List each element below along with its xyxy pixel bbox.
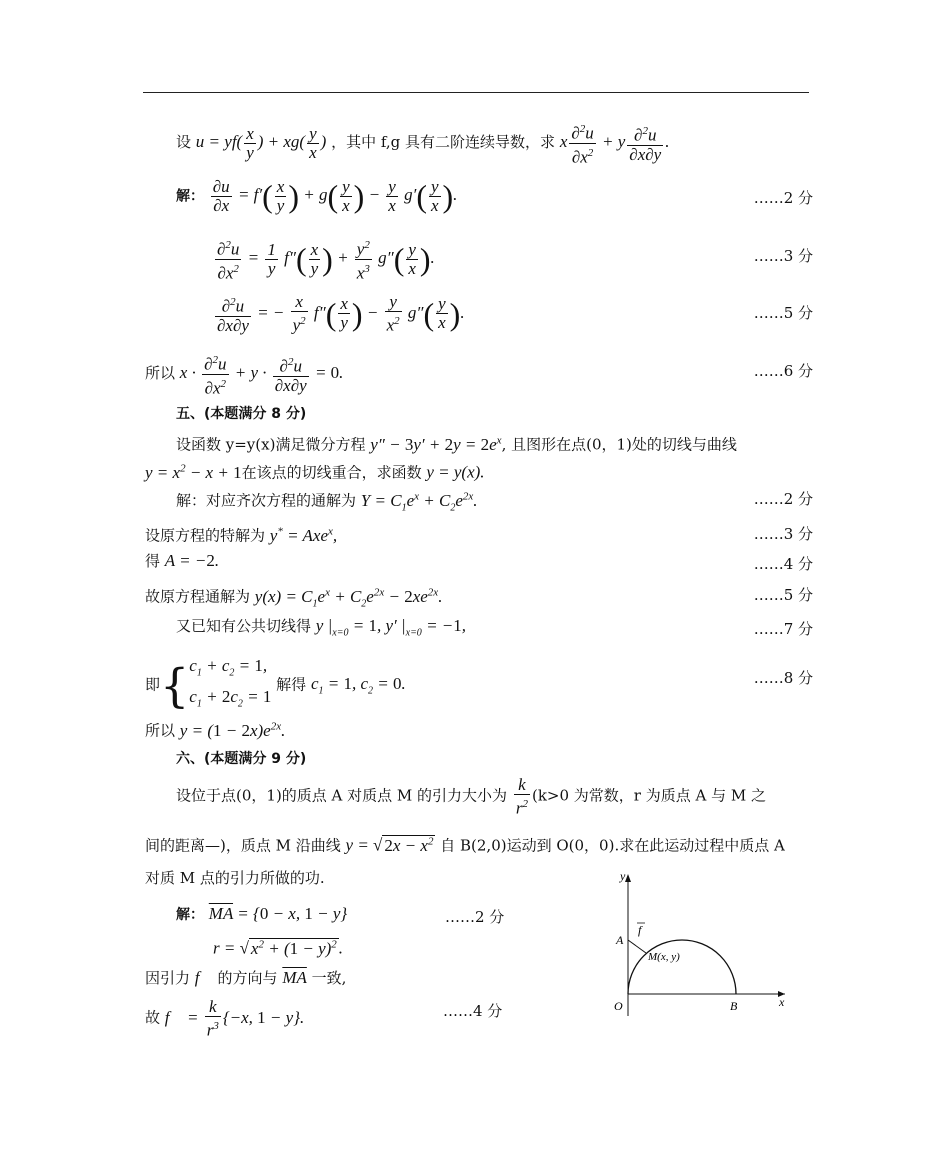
score-label: ……7 分 (753, 620, 813, 638)
p5-statement-line2: $y = x^2 - x + 1$在该点的切线重合，求函数 y = y(x). (145, 462, 485, 482)
point-a-label: A (616, 933, 624, 947)
p5-statement-line1: 设函数 y=y(x)满足微分方程 $y'' - 3y' + 2y = 2e^x$, 且图形在点(0，1)处的切线与曲线 (176, 434, 737, 454)
origin-label: O (614, 999, 623, 1013)
p5-step-system: 即{$c_1 + c_2 = 1$, $c_1 + 2c_2 = 1$ 解得 $c_1 = 1$, $c_2 = 0$. (145, 656, 406, 713)
p5-step-particular: 设原方程的特解为 y* = Axe$^x$, (145, 525, 338, 545)
p6-step-vector-ma: 解： $\overline{MA} = \{0 - x$, 1 − y} (176, 904, 348, 923)
point-m-label: M(x, y) (648, 951, 680, 963)
p6-step-force: 故 f⃗ = $\frac{k}{r^3}$ {−x, 1 − y}. (145, 997, 305, 1040)
p6-step-distance: r = √ $x^2 + (1 - y)^2$ . (213, 938, 344, 958)
p4-target-expression: x $\frac{\partial^2u}{\partial x^2}$ + y $\frac{\partial^2u}{\partial x\partial y}$ . (560, 132, 670, 151)
p4-step-du-dx: 解： $\frac{\partial u}{\partial x}$ = f′( $\frac{x}{y}$ ) + g( $\frac{y}{x}$ ) − $\frac{y}{x}$ g′( $\frac{y}{x}$ ). (176, 177, 458, 215)
score-label: ……2 分 (753, 189, 813, 207)
score-label: ……2 分 (753, 490, 813, 508)
p4-u-definition: u = yf( $\frac{x}{y}$ ) + xg( $\frac{y}{x}$ ) (195, 123, 327, 162)
y-axis-label: y (620, 869, 626, 883)
p6-statement-line1: 设位于点(0，1)的质点 A 对质点 M 的引力大小为 $\frac{k}{r^2}$ (k>0 为常数，r 为质点 A 与 M 之 (176, 775, 766, 818)
force-label: f (638, 923, 642, 937)
score-label: ……3 分 (753, 247, 813, 265)
p5-step-general-solution: 故原方程通解为 $y(x) = C_1e^x + C_2e^{2x} - 2xe^{2x}$. (145, 586, 443, 610)
score-label: ……3 分 (753, 525, 813, 543)
p4-statement: 设 u = yf( $\frac{x}{y}$ ) + xg( $\frac{y}{x}$ ) ，其中 f,g 具有二阶连续导数，求 x $\frac{\partial^2u}{\partial x^2}$ + y $\frac{\partial^2u}{\partial x\partial y}$ . (176, 120, 669, 166)
score-label: ……4 分 (753, 555, 813, 573)
y-axis-arrow-icon (625, 874, 631, 882)
p5-conclusion: 所以 $y = (1 - 2x)e^{2x}$. (145, 720, 286, 740)
p6-statement-line3: 对质 M 点的引力所做的功. (145, 869, 325, 887)
p4-step-d2u-dxdy: $\frac{\partial^2u}{\partial x\partial y}$ = − $\frac{x}{y^2}$ f″( $\frac{x}{y}$ ) − $\frac{y}{x^2}$ g″( $\frac{y}{x}$ ). (217, 292, 465, 335)
p5-title: 五、(本题满分 8 分) (176, 406, 307, 422)
force-vector (628, 940, 646, 953)
score-label: ……5 分 (753, 304, 813, 322)
semicircle-curve (628, 940, 736, 994)
header-rule (143, 92, 809, 93)
score-label: ……5 分 (753, 586, 813, 604)
p5-step-initial-conditions: 又已知有公共切线得 y $|_{x=0} = 1$, y′ $|_{x=0} = -1$, (176, 616, 467, 639)
force-diagram (600, 866, 800, 1026)
score-label: ……2 分 (445, 908, 505, 926)
x-axis-label: x (779, 995, 785, 1009)
p4-step-d2u-dx2: $\frac{\partial^2u}{\partial x^2}$ = $\frac{1}{y}$ f″( $\frac{x}{y}$ ) + $\frac{y^2}{x^3}$ g″( $\frac{y}{x}$ ). (213, 236, 435, 282)
p6-title: 六、(本题满分 9 分) (176, 751, 307, 767)
score-label: ……6 分 (753, 362, 813, 380)
p5-step-coefficient: 得 A = −2. (145, 551, 220, 570)
p4-conclusion: 所以 x · $\frac{\partial^2u}{\partial x^2}$ + y · $\frac{\partial^2u}{\partial x\partial y}$ = 0. (145, 351, 343, 397)
p6-statement-line2: 间的距离—)，质点 M 沿曲线 y = √ $2x - x^2$ 自 B(2,0)运动到 O(0，0).求在此运动过程中质点 A (145, 835, 785, 855)
point-b-label: B (730, 999, 738, 1013)
p5-step-homogeneous: 解：对应齐次方程的通解为 $Y = C_1e^x + C_2e^{2x}$. (176, 490, 478, 514)
p6-step-direction: 因引力 f⃗ 的方向与 $\overline{MA}$ 一致, (145, 968, 347, 987)
score-label: ……4 分 (443, 1002, 503, 1020)
score-label: ……8 分 (753, 669, 813, 687)
